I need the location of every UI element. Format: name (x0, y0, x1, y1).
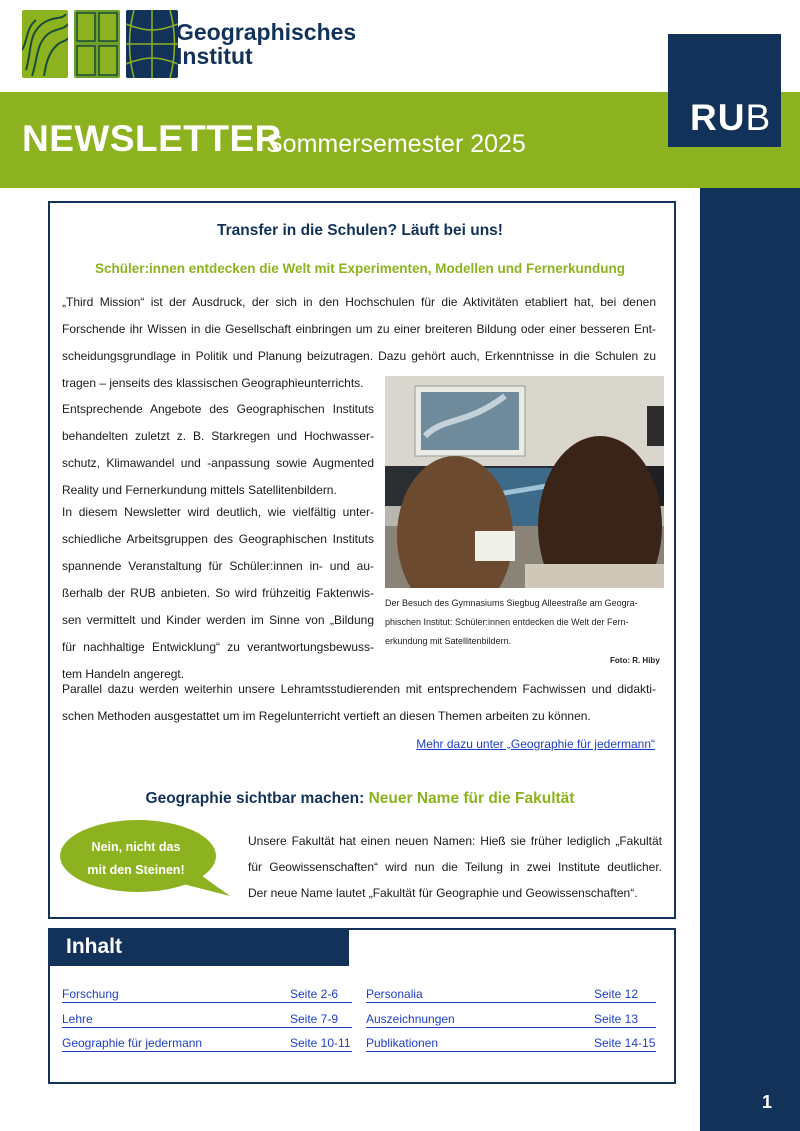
toc-item-geographie-fuer-jedermann[interactable] (62, 1037, 352, 1052)
intro-line: Forschende ihr Wissen in die Gesellschaft einbringen um zu einer breiteren Bildung oder einer besseren Ent- (62, 322, 656, 336)
toc-title: Inhalt (66, 935, 122, 958)
newsletter-line: schiedliche Arbeitsgruppen des Geographischen Instituts (62, 532, 374, 546)
newsletter-paragraph (62, 499, 374, 688)
grid-tile-icon (74, 10, 120, 78)
faculty-line: Unsere Fakultät hat einen neuen Namen: Hieß sie früher lediglich „Fakultät (248, 834, 662, 848)
newsletter-line: sen vermittelt und Kinder werden im Sinne von „Bildung (62, 613, 374, 627)
right-sidebar (700, 188, 800, 1131)
page-number: 1 (762, 1092, 773, 1112)
institute-name-line2: Institut (176, 43, 253, 69)
newsletter-line: tem Handeln angeregt. (62, 667, 185, 681)
teacher-line: schen Methoden ausgestattet um im Regelunterricht vertieft an diesen Themen arbeiten zu können. (62, 709, 591, 723)
rub-logo-text: RUB (690, 97, 772, 138)
faculty-heading (50, 790, 670, 808)
teacher-paragraph (62, 676, 656, 730)
toc-item-label: Geographie für jedermann (62, 1036, 203, 1050)
toc-item-label: Publikationen (366, 1036, 439, 1050)
intro-line: tragen – jenseits des klassischen Geographieunterrichts. (62, 376, 364, 390)
newsletter-line: In diesem Newsletter wird deutlich, wie vielfältig unter- (62, 505, 374, 519)
newsletter-line: für nachhaltige Entwicklung“ zu verantwortungsbewuss- (62, 640, 374, 654)
bubble-line: Nein, nicht das (91, 840, 181, 854)
institute-name-line1: Geographisches (176, 19, 357, 45)
toc-item-pages: Seite 12 (594, 987, 639, 1001)
newsletter-title: NEWSLETTER (22, 118, 282, 159)
toc-item-pages: Seite 7-9 (290, 1012, 339, 1026)
photo-credit: Foto: R. Hiby (610, 656, 660, 665)
faculty-line: für Geowissenschaften“ wird nun die Teilung in zwei Institute deutlicher. (248, 860, 662, 874)
article-photo (385, 376, 664, 588)
article-title: Transfer in die Schulen? Läuft bei uns! (217, 222, 503, 239)
caption-line: phischen Institut: Schüler:innen entdecken die Welt der Fern- (385, 617, 629, 627)
speech-bubble-text (72, 836, 200, 882)
toc-item-label: Personalia (366, 987, 423, 1001)
offers-line: Reality und Fernerkundung mittels Satellitenbildern. (62, 483, 337, 497)
toc-item-pages: Seite 14-15 (594, 1036, 656, 1050)
newsletter-line: ßerhalb der RUB anbieten. So wird frühzeitig Faktenwis- (62, 586, 374, 600)
toc-item-lehre[interactable] (62, 1013, 352, 1028)
intro-line: „Third Mission“ ist der Ausdruck, der sich in den Hochschulen für die Aktivitäten etabliert hat, bei denen (62, 295, 656, 309)
article-subtitle: Schüler:innen entdecken die Welt mit Experimenten, Modellen und Fernerkundung (94, 261, 626, 276)
teacher-line: Parallel dazu werden weiterhin unsere Lehramtsstudierenden mit entsprechendem Fachwissen und didakti- (62, 682, 656, 696)
offers-line: Entsprechende Angebote des Geographischen Instituts (62, 402, 374, 416)
photo-caption (385, 594, 665, 651)
toc-item-pages: Seite 10-11 (290, 1036, 351, 1050)
toc-item-auszeichnungen[interactable] (366, 1013, 656, 1028)
toc-item-forschung[interactable] (62, 988, 352, 1003)
faculty-paragraph (248, 828, 662, 906)
offers-paragraph (62, 396, 374, 504)
more-link-row (300, 737, 655, 751)
faculty-line: Der neue Name lautet „Fakultät für Geographie und Geowissenschaften“. (248, 886, 638, 900)
toc-item-label: Lehre (62, 1012, 93, 1026)
more-link[interactable]: Mehr dazu unter „Geographie für jedermann“ (416, 737, 655, 751)
caption-line: Der Besuch des Gymnasiums Siegbug Alleestraße am Geogra- (385, 598, 638, 608)
bubble-line: mit den Steinen! (87, 863, 185, 877)
semester-label: Sommersemester 2025 (266, 130, 526, 158)
newsletter-line: spannende Veranstaltung für Schüler:innen in- und au- (62, 559, 374, 573)
institute-name (176, 20, 356, 68)
toc-item-pages: Seite 13 (594, 1012, 639, 1026)
toc-item-publikationen[interactable] (366, 1037, 656, 1052)
caption-line: erkundung mit Satellitenbildern. (385, 636, 512, 646)
faculty-heading-part1: Geographie sichtbar machen: (145, 790, 365, 807)
intro-line: scheidungsgrundlage in Politik und Planung beizutragen. Dazu gehört auch, Erkenntnisse in die Schulen zu (62, 349, 656, 363)
toc-item-label: Auszeichnungen (366, 1012, 455, 1026)
toc-item-personalia[interactable] (366, 988, 656, 1003)
contour-tile-icon (22, 10, 68, 78)
toc-item-pages: Seite 2-6 (290, 987, 339, 1001)
faculty-heading-part2: Neuer Name für die Fakultät (368, 790, 575, 807)
toc-item-label: Forschung (62, 987, 119, 1001)
globe-tile-icon (126, 10, 178, 78)
offers-line: schutz, Klimawandel und -anpassung sowie Augmented (62, 456, 374, 470)
offers-line: behandelten zuletzt z. B. Starkregen und Hochwasser- (62, 429, 374, 443)
